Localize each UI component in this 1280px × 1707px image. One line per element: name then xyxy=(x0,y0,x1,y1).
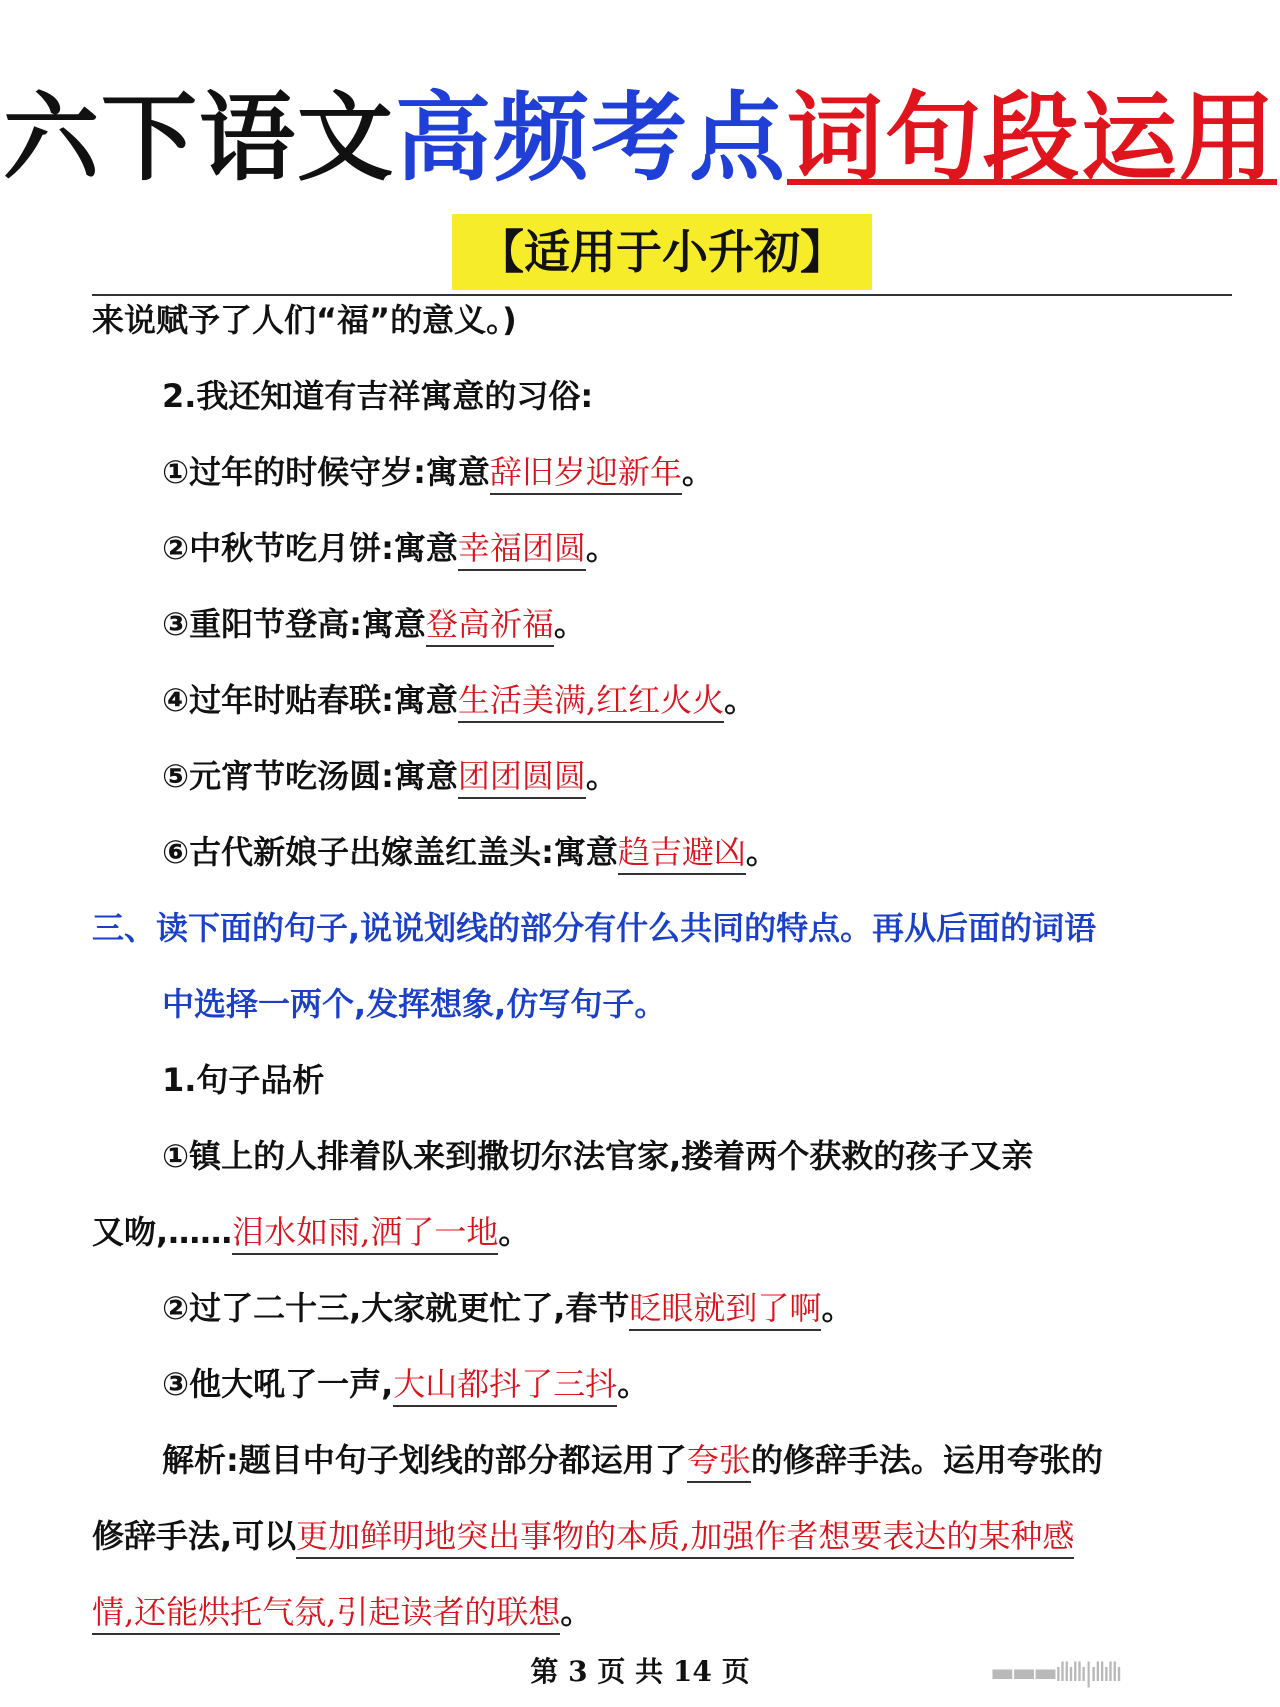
custom-prefix: ⑤元宵节吃汤圆:寓意 xyxy=(162,757,458,795)
analysis-prefix: 解析:题目中句子划线的部分都运用了 xyxy=(162,1441,687,1479)
sentence-2 xyxy=(162,1288,853,1328)
analysis-answer: 更加鲜明地突出事物的本质,加强作者想要表达的某种感 xyxy=(296,1517,1074,1559)
analysis-answer: 夸张 xyxy=(687,1441,751,1483)
custom-suffix: 。 xyxy=(585,757,618,795)
custom-answer: 幸福团圆 xyxy=(458,529,586,571)
custom-suffix: 。 xyxy=(553,605,586,643)
analysis-suffix: 。 xyxy=(560,1593,593,1631)
analysis-line-2 xyxy=(92,1516,1074,1556)
custom-answer: 趋吉避凶 xyxy=(618,833,746,875)
analysis-line-3 xyxy=(92,1592,592,1632)
custom-prefix: ④过年时贴春联:寓意 xyxy=(162,681,458,719)
custom-answer: 团团圆圆 xyxy=(458,757,586,799)
sentence-answer: 大山都抖了三抖 xyxy=(393,1365,617,1407)
continuation-text: 来说赋予了人们“福”的意义。) xyxy=(92,301,517,339)
section3-heading-line1: 三、读下面的句子,说说划线的部分有什么共同的特点。再从后面的词语 xyxy=(92,909,1097,947)
custom-answer: 登高祈福 xyxy=(426,605,554,647)
header-divider xyxy=(92,294,1232,296)
sentence-analysis-heading: 1.句子品析 xyxy=(162,1061,325,1099)
page-number: 第 3 页 共 14 页 xyxy=(530,1655,750,1688)
custom-suffix: 。 xyxy=(745,833,778,871)
analysis-answer: 情,还能烘托气氛,引起读者的联想 xyxy=(92,1593,560,1635)
sentence-3 xyxy=(162,1364,649,1404)
watermark-logo: ▬▬▬ıllıllı|ıllıllı xyxy=(990,1658,1120,1688)
custom-prefix: ③重阳节登高:寓意 xyxy=(162,605,426,643)
custom-item-1 xyxy=(162,452,714,492)
sentence-prefix: ③他大吼了一声, xyxy=(162,1365,394,1403)
custom-item-5 xyxy=(162,756,618,796)
custom-prefix: ①过年的时候守岁:寓意 xyxy=(162,453,490,491)
sentence-answer: 眨眼就到了啊 xyxy=(629,1289,821,1331)
analysis-line-1 xyxy=(162,1440,1103,1480)
title-part-1: 六下语文 xyxy=(3,82,395,194)
custom-item-6 xyxy=(162,832,778,872)
custom-item-2 xyxy=(162,528,618,568)
custom-suffix: 。 xyxy=(724,681,757,719)
custom-suffix: 。 xyxy=(585,529,618,567)
custom-suffix: 。 xyxy=(681,453,714,491)
sentence-prefix: ②过了二十三,大家就更忙了,春节 xyxy=(162,1289,630,1327)
page-title xyxy=(0,78,1280,198)
custom-item-4 xyxy=(162,680,756,720)
sentence-suffix: 。 xyxy=(821,1289,854,1327)
title-part-3: 词句段运用 xyxy=(787,82,1277,194)
sentence-1-line-1: ①镇上的人排着队来到撒切尔法官家,搂着两个获救的孩子又亲 xyxy=(162,1137,1034,1175)
title-part-2: 高频考点 xyxy=(395,82,787,194)
custom-prefix: ⑥古代新娘子出嫁盖红盖头:寓意 xyxy=(162,833,618,871)
custom-item-3 xyxy=(162,604,586,644)
custom-prefix: ②中秋节吃月饼:寓意 xyxy=(162,529,458,567)
sentence-suffix: 。 xyxy=(617,1365,650,1403)
q2-heading: 2.我还知道有吉祥寓意的习俗: xyxy=(162,377,594,415)
sentence-1-line-2 xyxy=(92,1212,530,1252)
analysis-line2-prefix: 修辞手法,可以 xyxy=(92,1517,297,1555)
custom-answer: 生活美满,红红火火 xyxy=(458,681,724,723)
sentence-answer: 泪水如雨,洒了一地 xyxy=(232,1213,498,1255)
subtitle-banner: 【适用于小升初】 xyxy=(452,214,872,290)
custom-answer: 辞旧岁迎新年 xyxy=(490,453,682,495)
sentence-prefix: 又吻,…… xyxy=(92,1213,233,1251)
sentence-suffix: 。 xyxy=(498,1213,531,1251)
analysis-mid: 的修辞手法。运用夸张的 xyxy=(750,1441,1103,1479)
section3-heading-line2: 中选择一两个,发挥想象,仿写句子。 xyxy=(162,985,667,1023)
